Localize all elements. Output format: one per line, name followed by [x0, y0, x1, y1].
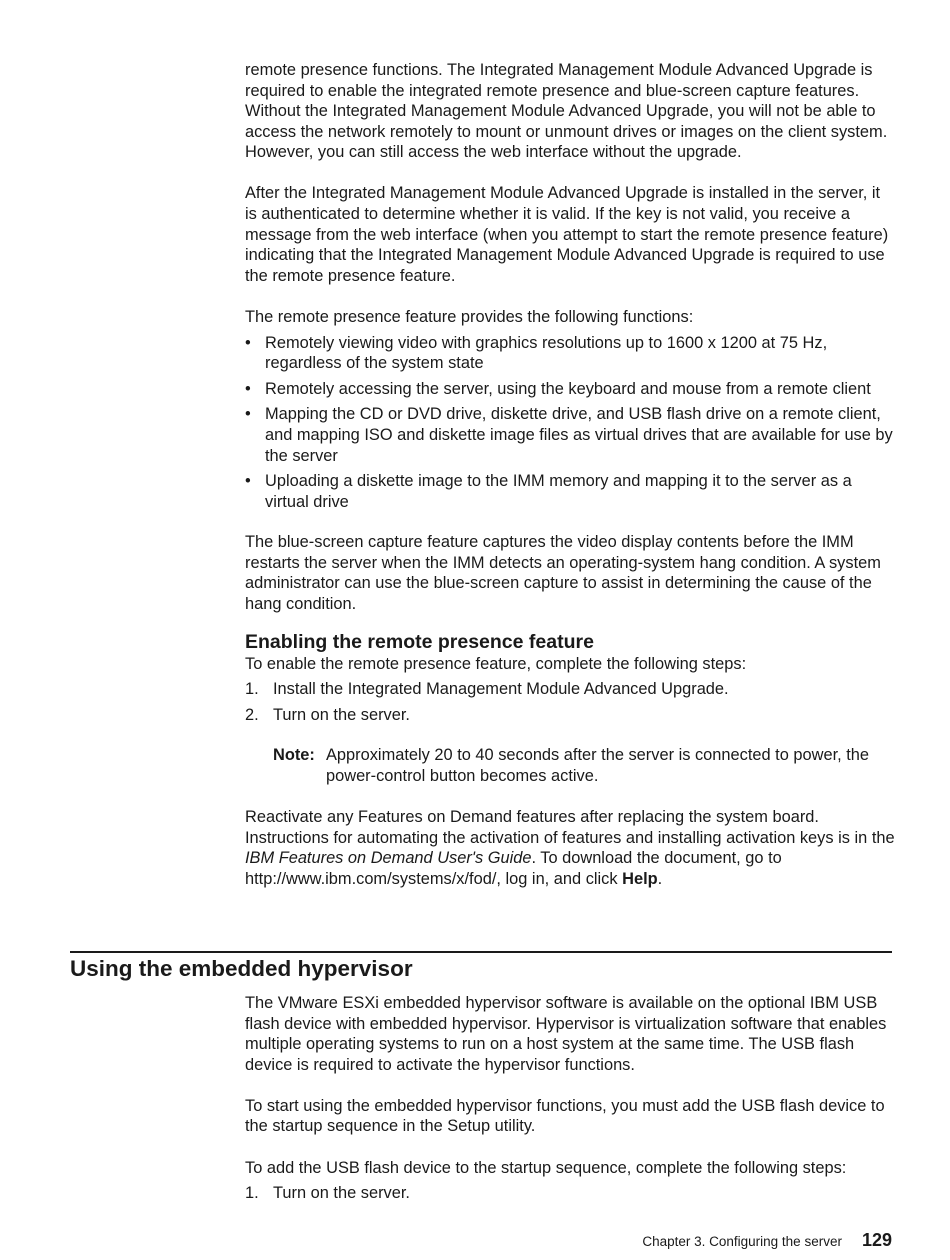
startup-steps-list	[245, 1183, 895, 1204]
note-label: Note:	[273, 746, 315, 765]
list-item: • Uploading a diskette image to the IMM memory and mapping it to the server as a virtual drive	[245, 471, 895, 512]
intro-paragraph: remote presence functions. The Integrated Management Module Advanced Upgrade is required to enable the integrated remote presence and blue-screen capture features. Without the Integrated Management Module Advanced Upgrade, you will not be able to access the network remotely to mount or unmount drives or images on the client system. However, you can still access the web interface without the upgrade.	[245, 61, 888, 162]
subsection-heading: Enabling the remote presence feature	[245, 630, 594, 653]
fod-paragraph	[245, 807, 895, 889]
note-block	[273, 745, 895, 786]
fod-text-b: . To download the document, go to http://www.ibm.com/systems/x/fod/, log in, and click	[245, 849, 782, 888]
list-item: • Mapping the CD or DVD drive, diskette drive, and USB flash drive on a remote client, and mapping ISO and diskette image files as virtual drives that are available for use by the server	[245, 404, 895, 466]
help-term: Help	[622, 869, 658, 888]
functions-list	[245, 333, 895, 513]
step-text: Turn on the server.	[273, 1184, 410, 1203]
chapter-title: Chapter 3. Configuring the server	[642, 1234, 842, 1249]
blue-screen-paragraph: The blue-screen capture feature captures the video display contents before the IMM restarts the server when the IMM detects an operating-system hang condition. A system administrator can use the blue-screen capture to assist in determining the cause of the hang condition.	[245, 533, 881, 614]
page-footer	[642, 1230, 892, 1251]
enable-steps-list	[245, 679, 895, 725]
list-item	[245, 1183, 895, 1204]
step-number: 2.	[245, 705, 259, 724]
section-heading: Using the embedded hypervisor	[70, 956, 413, 981]
list-item	[245, 679, 895, 700]
enable-steps-intro: To enable the remote presence feature, complete the following steps:	[245, 654, 747, 673]
step-text: Turn on the server.	[273, 705, 410, 724]
step-number: 1.	[245, 1184, 259, 1203]
list-item: • Remotely accessing the server, using the keyboard and mouse from a remote client	[245, 379, 895, 400]
section-divider	[70, 951, 892, 953]
step-number: 1.	[245, 680, 259, 699]
step-text: Install the Integrated Management Module Advanced Upgrade.	[273, 680, 729, 699]
list-item: • Remotely viewing video with graphics resolutions up to 1600 x 1200 at 75 Hz, regardless of the system state	[245, 333, 895, 374]
guide-title: IBM Features on Demand User's Guide	[245, 849, 532, 868]
remote-presence-section	[245, 60, 895, 890]
note-text: Approximately 20 to 40 seconds after the server is connected to power, the power-control button becomes active.	[326, 746, 870, 786]
startup-steps-intro: To add the USB flash device to the startup sequence, complete the following steps:	[245, 1158, 847, 1177]
fod-text-c: .	[657, 869, 663, 888]
list-item	[245, 705, 895, 726]
authentication-paragraph: After the Integrated Management Module Advanced Upgrade is installed in the server, it is authenticated to determine whether it is valid. If the key is not valid, you receive a message from the web interface (when you attempt to start the remote presence feature) indicating that the Integrated Management Module Advanced Upgrade is required to use the remote presence feature.	[245, 184, 889, 285]
hypervisor-start-paragraph: To start using the embedded hypervisor functions, you must add the USB flash device to the startup sequence in the Setup utility.	[245, 1096, 885, 1136]
hypervisor-intro: The VMware ESXi embedded hypervisor software is available on the optional IBM USB flash device with embedded hypervisor. Hypervisor is virtualization software that enables multiple operating systems to run on a host system at the same time. The USB flash device is required to activate the hypervisor functions.	[245, 994, 887, 1074]
functions-intro: The remote presence feature provides the following functions:	[245, 307, 694, 326]
fod-text-a: Reactivate any Features on Demand features after replacing the system board. Instructions for automating the activation of features and installing activation keys is in the	[245, 808, 895, 847]
page-number: 129	[861, 1230, 892, 1250]
hypervisor-section	[245, 993, 895, 1209]
